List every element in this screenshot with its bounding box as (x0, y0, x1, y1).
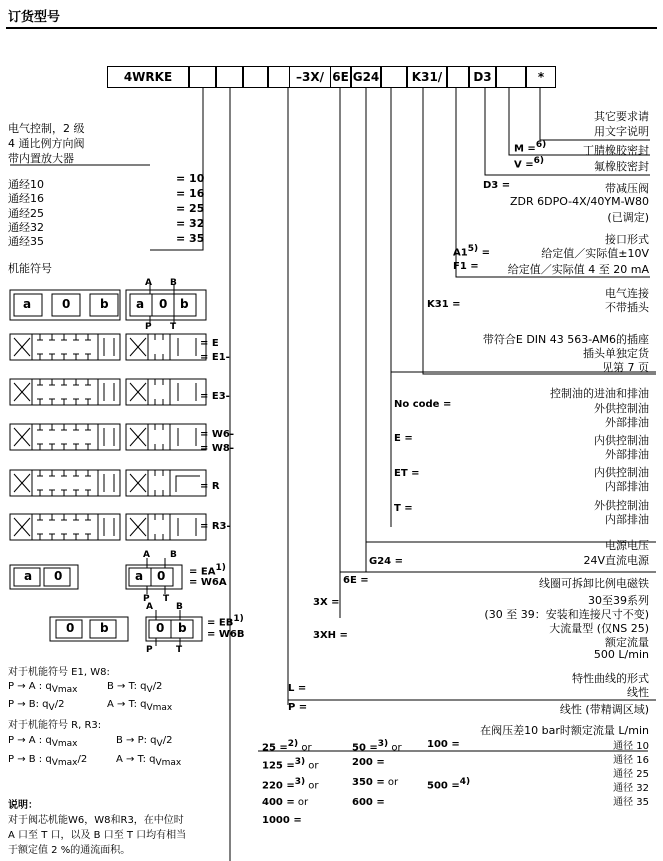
flow-b: 200 = (352, 757, 385, 768)
size-code: = 25 (176, 202, 205, 215)
code-w6b: = W6B (207, 629, 245, 640)
flow-a: 25 =$^{2)}$ or (262, 739, 312, 754)
flow-size: 通径 25 (613, 769, 649, 780)
pilot-et-2: 内部排油 (605, 480, 649, 493)
curve-l: L = (288, 683, 307, 694)
size-label: 通经32 (8, 221, 44, 234)
code-r: = R (200, 481, 220, 492)
port-a: A (146, 602, 153, 612)
code-eb: = $EB^{1)}$ (207, 614, 244, 629)
threex-desc-2: (30 至 39：安装和连接尺寸不变) (484, 608, 649, 621)
size-label: 通经16 (8, 192, 44, 205)
flow-a: 220 =$^{3)}$ or (262, 777, 319, 792)
flow-b: 350 = or (352, 777, 399, 788)
curve-p: P = (288, 702, 308, 713)
flow-a: 125 =$^{3)}$ or (262, 757, 319, 772)
cell-b: b (100, 297, 109, 311)
flow-c: 100 = (427, 739, 460, 750)
cell-a: a (23, 297, 32, 311)
k31-code: K31 = (427, 299, 461, 310)
pilot-et-1: 内供控制油 (594, 466, 649, 479)
pilot-e-2: 外部排油 (605, 448, 649, 461)
pilot-t-1: 外供控制油 (594, 499, 649, 512)
code-e: = E (200, 338, 219, 349)
port-t: T (163, 594, 170, 604)
flow-a: 400 = or (262, 797, 309, 808)
size-label: 通经10 (8, 178, 44, 191)
seal-m: M =$^{6)}$ (514, 140, 547, 155)
cell-a: a (136, 297, 145, 311)
d3-desc-2: ZDR 6DPO-4X/40YM-W80 (509, 195, 649, 208)
explain-line2: A 口至 T 口，以及 B 口至 T 口均有相当 (8, 830, 187, 841)
code-e1: = E1- (200, 352, 230, 363)
threexh-desc-1: 大流量型 (仅NS 25) (549, 622, 649, 635)
explain-title: 说明： (8, 800, 38, 811)
code-box-k31: K31/ (407, 66, 447, 88)
code-ea: = $EA^{1)}$ (189, 563, 226, 578)
cell-a: a (135, 569, 144, 583)
threex-code: 3X = (313, 597, 340, 608)
e1-row1b: B → T: $q_V/2$ (107, 681, 163, 695)
elec-no-plug: 不带插头 (605, 301, 649, 314)
size-label: 通经25 (8, 207, 44, 220)
cell-0: 0 (54, 569, 63, 583)
flow-size: 通径 32 (613, 783, 649, 794)
code-box-d3: D3 (469, 66, 496, 88)
r-row2a: P → B : $q_{Vmax}/2$ (8, 754, 88, 768)
port-p: P (146, 645, 153, 655)
g24-desc: 24V直流电源 (583, 554, 649, 567)
code-box-series-no: –3X/ (290, 66, 331, 88)
valve-desc-2: 4 通比例方向阀 (8, 137, 85, 150)
threex-desc-1: 30至39系列 (588, 594, 649, 607)
threexh-code: 3XH = (313, 630, 348, 641)
code-w6a: = W6A (189, 577, 227, 588)
code-e3: = E3- (200, 391, 230, 402)
threexh-desc-3: 500 L/min (593, 648, 649, 661)
cell-0: 0 (62, 297, 71, 311)
size-code: = 16 (176, 187, 205, 200)
sixe-desc: 线圈可拆卸比例电磁铁 (539, 577, 649, 590)
elec-plug-sep: 插头单独定货 (583, 347, 649, 360)
d3-desc-3: (已调定) (607, 211, 649, 224)
other-req-1: 其它要求请 (594, 110, 649, 123)
iface-f1-desc: 给定值／实际值 4 至 20 mA (507, 263, 649, 276)
seal-m-desc: 丁腈橡胶密封 (583, 144, 649, 157)
cell-b: b (100, 621, 109, 635)
flow-b: 600 = (352, 797, 385, 808)
size-code: = 35 (176, 232, 205, 245)
pilot-et: ET = (394, 468, 420, 479)
code-w6: = W6- (200, 429, 234, 440)
cell-0: 0 (66, 621, 75, 635)
d3-desc: 带减压阀 (605, 182, 649, 195)
port-p: P (145, 322, 152, 332)
curve-p-desc: 线性 (带精调区域) (559, 703, 649, 716)
r-row1a: P → A : $q_{Vmax}$ (8, 735, 78, 749)
e1-row2b: A → T: $q_{Vmax}$ (107, 699, 173, 713)
other-req-2: 用文字说明 (594, 125, 649, 138)
port-b: B (170, 278, 177, 288)
iface-title: 接口形式 (605, 233, 649, 246)
flow-size: 通径 16 (613, 755, 649, 766)
cell-0: 0 (156, 621, 165, 635)
e1-row2a: P → B: $q_V/2$ (8, 699, 65, 713)
page-title: 订货型号 (8, 10, 61, 25)
flow-size: 通径 35 (613, 797, 649, 808)
code-box-6e: 6E (331, 66, 351, 88)
note-r-r3: 对于机能符号 R, R3: (8, 720, 102, 731)
pilot-t: T = (394, 503, 413, 514)
code-w8: = W8- (200, 443, 234, 454)
iface-a1-desc: 给定值／实际值±10V (541, 247, 649, 260)
iface-a1: A1$^{5)}$ = (453, 244, 490, 259)
cell-b: b (178, 621, 187, 635)
cell-0: 0 (159, 297, 168, 311)
flow-title: 在阀压差10 bar时额定流量 L/min (480, 724, 649, 737)
flow-c: 500 =$^{4)}$ (427, 777, 471, 792)
pilot-t-2: 内部排油 (605, 513, 649, 526)
curve-title: 特性曲线的形式 (572, 672, 649, 685)
pilot-e-1: 内供控制油 (594, 434, 649, 447)
seal-v-desc: 氟橡胶密封 (594, 160, 649, 173)
flow-size: 通径 10 (613, 741, 649, 752)
threexh-desc-2: 额定流量 (605, 636, 649, 649)
r-row2b: A → T: $q_{Vmax}$ (116, 754, 182, 768)
cell-b: b (180, 297, 189, 311)
elec-see-page: 见第 7 页 (602, 361, 649, 374)
pilot-nocode-1: 外供控制油 (594, 402, 649, 415)
symbols-title: 机能符号 (8, 262, 52, 275)
size-code: = 32 (176, 217, 205, 230)
note-e1-w8: 对于机能符号 E1, W8: (8, 667, 110, 678)
flow-a: 1000 = (262, 815, 302, 826)
r-row1b: B → P: $q_V/2$ (116, 735, 173, 749)
pilot-nocode: No code = (394, 399, 452, 410)
pilot-title: 控制油的进油和排油 (550, 387, 649, 400)
port-t: T (176, 645, 183, 655)
sixe-code: 6E = (343, 575, 369, 586)
port-t: T (170, 322, 177, 332)
port-b: B (176, 602, 183, 612)
code-box-g24: G24 (351, 66, 381, 88)
elec-title: 电气连接 (605, 287, 649, 300)
explain-line1: 对于阀芯机能W6，W8和R3，在中位时 (8, 815, 184, 826)
size-label: 通经35 (8, 235, 44, 248)
cell-a: a (24, 569, 33, 583)
port-p: P (143, 594, 150, 604)
port-a: A (145, 278, 152, 288)
flow-b: 50 =$^{3)}$ or (352, 739, 402, 754)
code-r3: = R3- (200, 521, 231, 532)
g24-code: G24 = (369, 556, 403, 567)
curve-l-desc: 线性 (627, 686, 649, 699)
explain-line3: 于额定值 2 %的通流面积。 (8, 845, 131, 856)
iface-f1: F1 = (453, 261, 479, 272)
e1-row1a: P → A : $q_{Vmax}$ (8, 681, 78, 695)
code-box-other: * (526, 66, 556, 88)
elec-socket: 带符合E DIN 43 563-AM6的插座 (482, 333, 649, 346)
port-a: A (143, 550, 150, 560)
valve-desc-3: 带内置放大器 (8, 152, 74, 165)
valve-desc-1: 电气控制，2 级 (8, 122, 85, 135)
pilot-e: E = (394, 433, 413, 444)
size-code: = 10 (176, 172, 205, 185)
port-b: B (170, 550, 177, 560)
seal-v: V =$^{6)}$ (514, 156, 544, 171)
voltage-title: 电源电压 (605, 539, 649, 552)
d3-code: D3 = (483, 180, 511, 191)
code-box-series: 4WRKE (107, 66, 189, 88)
pilot-nocode-2: 外部排油 (605, 416, 649, 429)
cell-0: 0 (157, 569, 166, 583)
